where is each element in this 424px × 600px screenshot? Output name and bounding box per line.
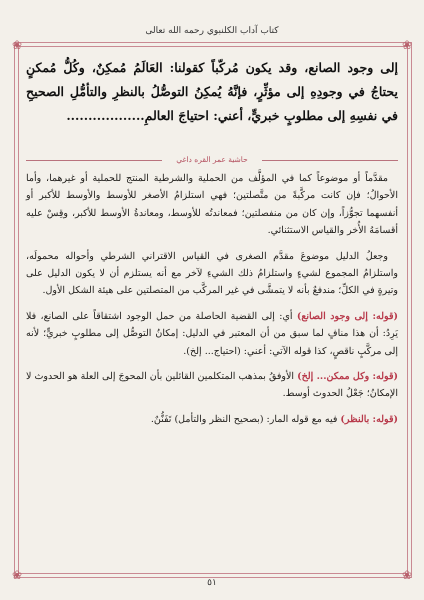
commentary-paragraph xyxy=(26,170,398,240)
commentary-note xyxy=(26,308,398,360)
note-label: (قوله: بالنظر) xyxy=(340,413,398,425)
running-header: كتاب آداب الكلنبوي رحمه الله تعالى xyxy=(145,26,279,36)
paragraph-text: مقدَّماً أو موضوعاً كما في المؤلَّف من الحملية والشرطية المنتج للحملية أو غيرهما، وأما الأحوالُ؛ فإن كانت مركَّبةً من متَّصلتين؛ فهي استلزامُ الأصغر للأوسط والأوسط للأكبر أو أنفسهما تجوُّزاً، وإن كان من منفصلتين؛ فمعاندتُه للأوسط، ومعاندةُ الأوسط للأكبر، وقِسْ عليه أقسامَهُ الأُخر والقياس الاستثنائي. xyxy=(26,173,398,237)
corner-ornament-icon: ❀ xyxy=(11,38,23,52)
note-text: الأوفقُ بمذهب المتكلمين القائلين بأن المحوجَ إلى العلة هو الحدوث لا الإمكانُ؛ جَعْلُ الحدوث أوسط. xyxy=(26,371,398,400)
page-number: ٥١ xyxy=(207,578,217,588)
note-label: (قوله: وكل ممكن... إلخ) xyxy=(297,371,398,383)
commentary-body xyxy=(26,170,398,436)
note-text: فيه مع قوله المار: (بصحيح النظر والتأمل) تَفَنُّنٌ. xyxy=(150,413,341,425)
paragraph-text: وجعلُ الدليل موضوعَ مقدَّم الصغرى في القياس الاقتراني الشرطي وأحواله محمولَه، واستلزامُ المجموع لشيءٍ واستلزامُ ذلك الشيءِ لآخر مع أنه يستلزم أن لا يكون الدليل على وتيرةٍ في الكلِّ؛ مندفعٌ بأنه لا يتمشَّى في غير المركَّب من المتصلتين على هيئة الشكل الأول. xyxy=(26,250,398,297)
commentary-paragraph xyxy=(26,248,398,300)
commentary-title: حاشية عمر القره داغي xyxy=(162,153,262,167)
main-text: إلى وجود الصانع، وقد يكون مُركّباً كقولنا: العَالَمُ مُمكِنٌ، وكُلُّ مُمكنٍ يحتاجُ في وجودِهِ إلى مؤثِّرٍ، فإنَّهُ يُمكِنُ التوصُّلُ بالنظرِ والتأمُّلِ الصحيحِ في نفسِهِ إلى مطلوبٍ خبريٍّ، أعني: احتياجَ العالمِ.................. xyxy=(26,60,398,123)
commentary-note xyxy=(26,411,398,428)
corner-ornament-icon: ❀ xyxy=(11,568,23,582)
corner-ornament-icon: ❀ xyxy=(401,38,413,52)
corner-ornament-icon: ❀ xyxy=(401,568,413,582)
note-text: أي: إلى القضية الحاصلة من حمل الوجود اشتقاقاً على الصانع، فلا يَرِدُ: أن هذا منافٍ لما سبق من أن المعتبر في الدليل: إمكانُ التوصُّل إلى مطلوبٍ خبريٍّ؛ لأنه إلى مركَّبٍ ناقصٍ، كذا قوله الآتي: أعني: (احتياج... إلخ). xyxy=(26,310,398,357)
commentary-note xyxy=(26,368,398,403)
note-label: (قوله: إلى وجود الصانع) xyxy=(296,310,398,322)
